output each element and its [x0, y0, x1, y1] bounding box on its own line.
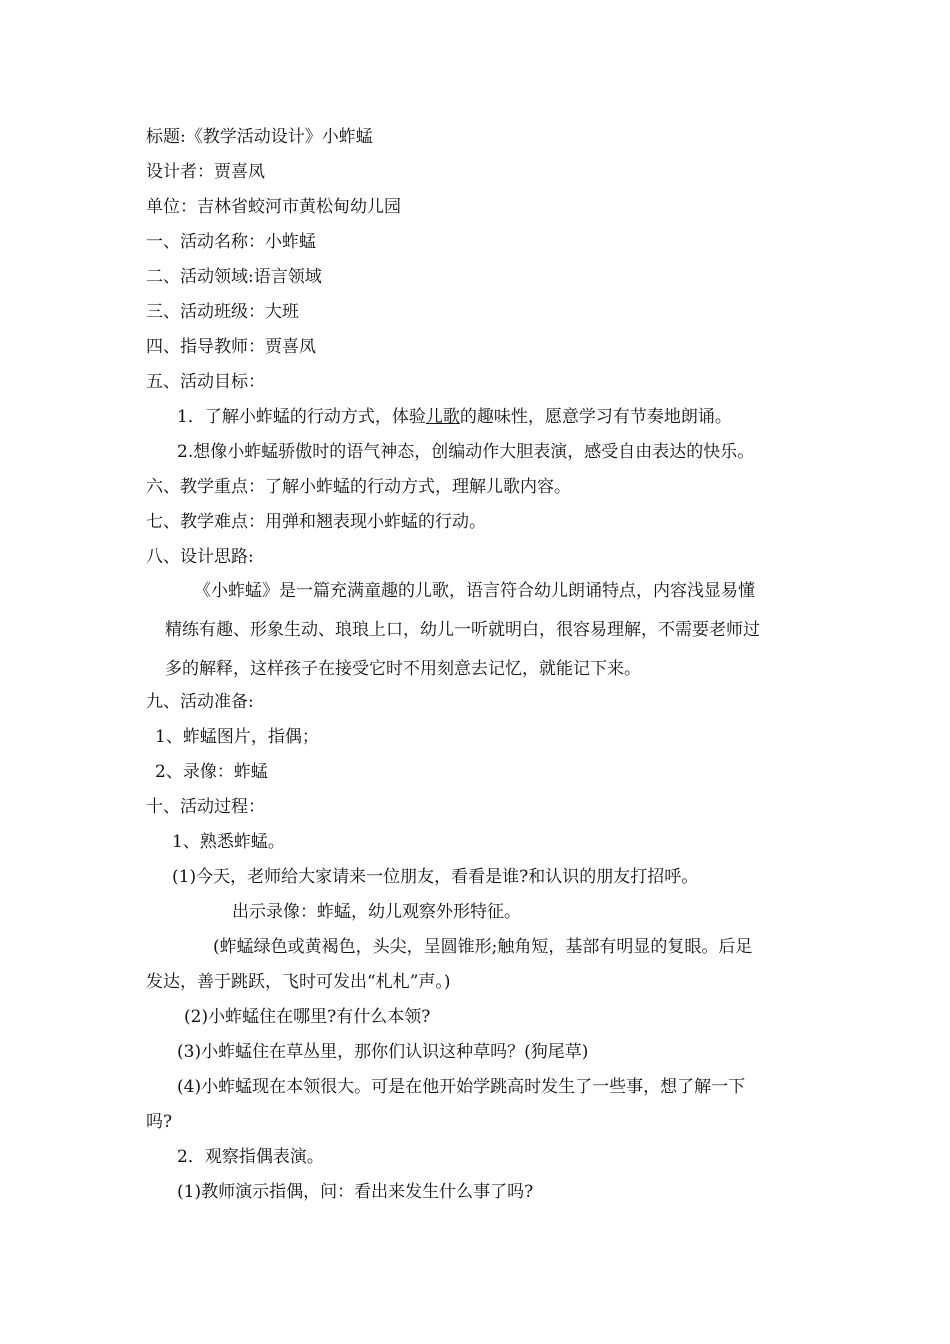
section-activity-name: 一、活动名称：小蚱蜢	[146, 232, 316, 252]
goal-1	[177, 406, 732, 428]
idea-line-3: 多的解释，这样孩子在接受它时不用刻意去记忆，就能记下来。	[165, 659, 641, 679]
idea-line-2: 精练有趣、形象生动、琅琅上口，幼儿一听就明白，很容易理解，不需要老师过	[165, 620, 760, 640]
prep-item-2: 2、录像：蚱蜢	[155, 762, 268, 782]
process-step-2: 2．观察指偶表演。	[177, 1147, 324, 1167]
idea-line-1: 《小蚱蜢》是一篇充满童趣的儿歌，语言符合幼儿朗诵特点，内容浅显易懂	[194, 581, 755, 601]
process-step-1-4-cont: 吗?	[146, 1112, 173, 1132]
prep-item-1: 1、蚱蜢图片，指偶；	[155, 727, 319, 747]
unit-line: 单位：吉林省蛟河市黄松甸幼儿园	[146, 197, 401, 217]
section-process: 十、活动过程：	[146, 797, 265, 817]
process-step-1-2: (2)小蚱蜢住在哪里?有什么本领?	[184, 1007, 431, 1027]
process-step-1-4: (4)小蚱蜢现在本领很大。可是在他开始学跳高时发生了一些事，想了解一下	[177, 1077, 746, 1097]
process-step-2-1: (1)教师演示指偶，问：看出来发生什么事了吗?	[177, 1182, 534, 1202]
process-step-1-show: 出示录像：蚱蜢，幼儿观察外形特征。	[232, 902, 521, 922]
section-key-points: 六、教学重点：了解小蚱蜢的行动方式，理解儿歌内容。	[146, 477, 571, 497]
goal-1-text-a: 1．了解小蚱蜢的行动方式，体验	[177, 407, 426, 427]
section-goals: 五、活动目标：	[146, 372, 265, 392]
goal-2: 2.想像小蚱蜢骄傲时的语气神态，创编动作大胆表演，感受自由表达的快乐。	[177, 442, 755, 462]
section-teacher: 四、指导教师：贾喜凤	[146, 337, 316, 357]
section-design-idea: 八、设计思路:	[146, 547, 254, 567]
process-step-1: 1、熟悉蚱蜢。	[172, 832, 285, 852]
goal-1-underlined: 儿歌	[425, 407, 460, 427]
process-note-line-2: 发达，善于跳跃，飞时可发出“札札”声。)	[146, 972, 451, 992]
doc-title: 标题:《教学活动设计》小蚱蜢	[146, 127, 373, 147]
designer-line: 设计者：贾喜凤	[146, 162, 265, 182]
section-activity-domain: 二、活动领域:语言领域	[146, 267, 322, 287]
goal-1-text-b: 的趣味性，愿意学习有节奏地朗诵。	[459, 407, 732, 427]
process-step-1-3: (3)小蚱蜢住在草丛里，那你们认识这种草吗？(狗尾草)	[177, 1042, 589, 1062]
process-note-line-1: (蚱蜢绿色或黄褐色，头尖，呈圆锥形;触角短，基部有明显的复眼。后足	[213, 937, 753, 957]
section-preparation: 九、活动准备:	[146, 692, 254, 712]
section-difficulties: 七、教学难点：用弹和翘表现小蚱蜢的行动。	[146, 512, 486, 532]
section-activity-class: 三、活动班级：大班	[146, 302, 299, 322]
process-step-1-1: (1)今天，老师给大家请来一位朋友，看看是谁?和认识的朋友打招呼。	[172, 867, 699, 887]
